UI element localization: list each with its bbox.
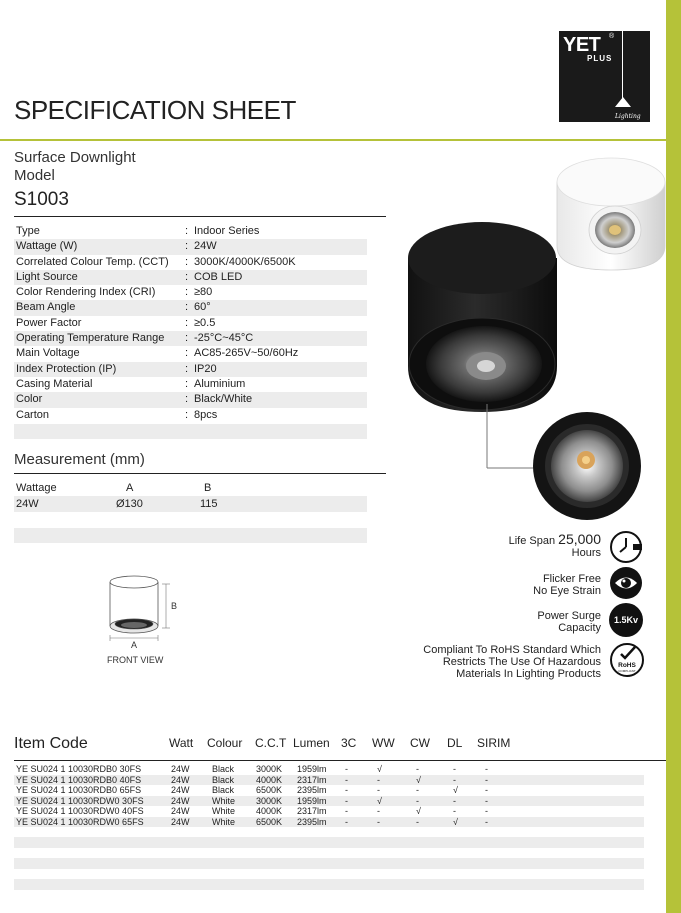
spec-value: 24W: [194, 240, 217, 253]
lifespan-prefix: Life Span: [508, 535, 556, 547]
item-code-cell-cct: 4000K: [256, 774, 283, 785]
item-code-cell-cct: 4000K: [256, 806, 283, 816]
item-code-cell-dl: -: [453, 806, 456, 816]
spec-label: Type: [16, 225, 40, 237]
bottom-view-image: [532, 410, 642, 522]
eye-icon: [609, 566, 643, 600]
item-code-cell-colour: Black: [212, 785, 235, 795]
brand-logo-registered: ®: [609, 33, 615, 40]
measurement-header-row: [14, 480, 367, 496]
spec-row: [14, 270, 367, 285]
item-code-cell-sirim: -: [485, 785, 488, 795]
spec-separator: :: [185, 301, 189, 314]
feature-rohs: [423, 644, 601, 680]
front-view-drawing: [100, 572, 190, 652]
spec-separator: :: [185, 347, 189, 360]
rohs-line-3: Materials In Lighting Products: [456, 668, 601, 680]
spec-row: [14, 377, 367, 392]
black-downlight-image: [406, 214, 559, 414]
lifespan-unit: Hours: [571, 547, 601, 559]
rohs-badge-text: RoHS: [618, 662, 636, 669]
item-code-cell-ww: -: [377, 785, 380, 795]
item-code-cell-watt: 24W: [171, 764, 190, 774]
spec-label: Beam Angle: [16, 301, 76, 314]
spec-separator: :: [185, 377, 189, 390]
spec-label: Power Factor: [16, 316, 82, 329]
item-code-row: [14, 764, 644, 775]
lifespan-value: 25,000: [558, 531, 601, 547]
item-code-cell-sirim: -: [485, 795, 488, 806]
item-code-cell-code: YE SU024 1 10030RDB0 65FS: [16, 785, 142, 795]
spec-value: Aluminium: [194, 377, 246, 390]
white-downlight-image: [553, 154, 666, 272]
rohs-badge-subtext: COMPLIANT: [618, 669, 636, 673]
page-title: SPECIFICATION SHEET: [14, 95, 296, 125]
item-code-cell-code: YE SU024 1 10030RDB0 40FS: [16, 774, 142, 785]
item-code-divider: [14, 760, 666, 761]
item-code-cell-sirim: -: [485, 764, 488, 774]
item-code-header-cw: CW: [410, 736, 430, 750]
measurement-header-wattage: Wattage: [16, 482, 57, 494]
measurement-header-a: A: [126, 482, 134, 494]
spec-row: [14, 224, 367, 239]
item-code-cell-cw: √: [416, 806, 421, 816]
surge-line-1: Power Surge: [537, 610, 601, 622]
spec-value: IP20: [194, 362, 217, 375]
rohs-check-icon: [609, 642, 645, 678]
spec-row: [14, 331, 367, 346]
brand-logo-main: YET: [563, 34, 601, 56]
spec-value: ≥0.5: [194, 316, 216, 329]
spec-value: AC85-265V~50/60Hz: [194, 347, 299, 360]
spec-label: Casing Material: [16, 377, 93, 390]
front-view-dim-a: A: [131, 640, 138, 650]
front-view-label: FRONT VIEW: [107, 655, 164, 665]
item-code-cell-ww: -: [377, 774, 380, 785]
spec-separator: :: [185, 286, 189, 299]
item-code-cell-cct: 6500K: [256, 816, 283, 827]
header-divider: [0, 139, 666, 141]
measurement-cell-wattage: 24W: [16, 498, 39, 510]
spec-table: [14, 224, 367, 423]
spec-value: COB LED: [194, 270, 243, 283]
spec-separator: :: [185, 240, 189, 253]
item-code-cell-cw: -: [416, 795, 419, 806]
item-code-cell-watt: 24W: [171, 806, 190, 816]
spec-row: [14, 300, 367, 315]
item-code-header-colour: Colour: [207, 736, 243, 750]
item-code-cell-watt: 24W: [171, 816, 190, 827]
spec-row: [14, 346, 367, 361]
spec-row: [14, 392, 367, 407]
model-label: Model: [14, 167, 55, 184]
item-code-table: [14, 764, 644, 827]
item-code-cell-3c: -: [345, 806, 348, 816]
measurement-blank-row: [14, 528, 367, 543]
item-code-cell-lumen: 1959lm: [297, 764, 327, 774]
spec-table-blank-row: [14, 424, 367, 439]
item-code-header-watt: Watt: [169, 736, 194, 750]
spec-value: Black/White: [194, 393, 253, 406]
spec-row: [14, 285, 367, 300]
spec-value: Indoor Series: [194, 225, 260, 237]
item-code-cell-dl: -: [453, 774, 456, 785]
spec-separator: :: [185, 316, 189, 329]
item-code-cell-cct: 3000K: [256, 795, 283, 806]
spec-separator: :: [185, 332, 189, 345]
spec-value: ≥80: [194, 286, 213, 299]
spec-separator: :: [185, 362, 189, 375]
feature-lifespan: [509, 533, 601, 559]
spec-row: [14, 239, 367, 254]
measurement-divider: [14, 473, 386, 474]
item-code-cell-lumen: 2317lm: [297, 774, 327, 785]
item-code-cell-colour: Black: [212, 774, 235, 785]
item-code-cell-lumen: 2395lm: [297, 816, 327, 827]
spec-label: Index Protection (IP): [16, 362, 117, 375]
item-code-header-lumen: Lumen: [293, 736, 330, 750]
item-code-cell-code: YE SU024 1 10030RDW0 40FS: [16, 806, 144, 816]
item-code-row: [14, 806, 644, 817]
accent-side-bar: [666, 0, 681, 913]
pendant-cord-icon: [622, 31, 623, 99]
measurement-cell-b: 115: [200, 498, 218, 510]
item-code-row: [14, 796, 644, 807]
item-code-cell-ww: √: [377, 764, 382, 774]
item-code-cell-colour: Black: [212, 764, 235, 774]
item-code-cell-3c: -: [345, 816, 348, 827]
item-code-row: [14, 775, 644, 786]
item-code-cell-lumen: 2317lm: [297, 806, 327, 816]
spec-row: [14, 408, 367, 423]
item-code-cell-cw: -: [416, 785, 419, 795]
item-code-cell-code: YE SU024 1 10030RDW0 30FS: [16, 795, 144, 806]
pendant-lamp-icon: [615, 97, 631, 107]
spec-separator: :: [185, 225, 189, 237]
spec-label: Wattage (W): [16, 240, 78, 253]
spec-row: [14, 362, 367, 377]
item-code-row: [14, 785, 644, 796]
item-code-cell-sirim: -: [485, 774, 488, 785]
item-code-cell-3c: -: [345, 795, 348, 806]
item-code-cell-colour: White: [212, 795, 236, 806]
spec-value: -25°C~45°C: [194, 332, 254, 345]
brand-logo: [559, 31, 650, 122]
measurement-title: Measurement (mm): [14, 451, 145, 468]
item-code-cell-lumen: 1959lm: [297, 795, 327, 806]
item-code-cell-watt: 24W: [171, 795, 190, 806]
flicker-line-2: No Eye Strain: [533, 585, 601, 597]
item-code-cell-ww: -: [377, 806, 380, 816]
spec-label: Light Source: [16, 270, 78, 283]
item-code-cell-cct: 6500K: [256, 785, 283, 795]
item-code-cell-dl: √: [453, 785, 458, 795]
item-code-cell-ww: √: [377, 795, 382, 806]
item-code-cell-cw: -: [416, 764, 419, 774]
spec-label: Operating Temperature Range: [16, 332, 165, 345]
surge-badge-icon: [609, 603, 643, 637]
spec-divider: [14, 216, 386, 217]
item-code-cell-3c: -: [345, 785, 348, 795]
feature-power-surge: [537, 610, 601, 634]
measurement-row: [14, 496, 367, 512]
item-code-cell-colour: White: [212, 806, 236, 816]
brand-logo-tagline: Lighting: [615, 113, 641, 120]
clock-icon: [609, 530, 643, 564]
rohs-line-2: Restricts The Use Of Hazardous: [442, 656, 601, 668]
item-code-cell-ww: -: [377, 816, 380, 827]
rohs-line-1: Compliant To RoHS Standard Which: [423, 644, 601, 656]
item-code-cell-colour: White: [212, 816, 236, 827]
item-code-cell-code: YE SU024 1 10030RDB0 30FS: [16, 764, 142, 774]
brand-logo-sub: PLUS: [587, 54, 613, 63]
item-code-blank-row: [14, 837, 644, 848]
item-code-cell-3c: -: [345, 774, 348, 785]
item-code-header-ww: WW: [372, 736, 395, 750]
spec-value: 8pcs: [194, 408, 218, 421]
spec-separator: :: [185, 408, 189, 421]
spec-value: 60°: [194, 301, 211, 314]
spec-label: Color Rendering Index (CRI): [16, 286, 156, 299]
spec-label: Main Voltage: [16, 347, 80, 360]
item-code-cell-dl: √: [453, 816, 458, 827]
spec-label: Correlated Colour Temp. (CCT): [16, 255, 169, 268]
item-code-cell-watt: 24W: [171, 785, 190, 795]
spec-row: [14, 255, 367, 270]
item-code-header-sirim: SIRIM: [477, 736, 511, 750]
item-code-cell-cw: √: [416, 774, 421, 785]
item-code-cell-sirim: -: [485, 816, 488, 827]
item-code-header-dl: DL: [447, 736, 463, 750]
item-code-cell-code: YE SU024 1 10030RDW0 65FS: [16, 816, 144, 827]
item-code-header-cct: C.C.T: [255, 736, 287, 750]
flicker-line-1: Flicker Free: [542, 573, 601, 585]
item-code-cell-3c: -: [345, 764, 348, 774]
measurement-cell-a: Ø130: [116, 498, 143, 510]
item-code-cell-watt: 24W: [171, 774, 190, 785]
spec-value: 3000K/4000K/6500K: [194, 255, 296, 268]
item-code-cell-sirim: -: [485, 806, 488, 816]
item-code-row: [14, 817, 644, 828]
item-code-cell-dl: -: [453, 795, 456, 806]
surge-badge-text: 1.5Kv: [613, 615, 639, 625]
item-code-cell-cct: 3000K: [256, 764, 283, 774]
spec-separator: :: [185, 270, 189, 283]
feature-flicker-free: [533, 573, 601, 597]
item-code-cell-dl: -: [453, 764, 456, 774]
model-code: S1003: [14, 189, 69, 210]
measurement-header-b: B: [204, 482, 212, 494]
item-code-cell-lumen: 2395lm: [297, 785, 327, 795]
item-code-header-3c: 3C: [341, 736, 357, 750]
item-code-blank-row: [14, 858, 644, 869]
front-view-dim-b: B: [171, 601, 178, 611]
spec-label: Carton: [16, 408, 50, 421]
surge-line-2: Capacity: [558, 622, 601, 634]
product-category: Surface Downlight: [14, 149, 136, 166]
item-code-title: Item Code: [14, 735, 88, 752]
spec-separator: :: [185, 255, 189, 268]
spec-label: Color: [16, 393, 43, 406]
spec-row: [14, 316, 367, 331]
item-code-cell-cw: -: [416, 816, 419, 827]
item-code-blank-row: [14, 879, 644, 890]
spec-separator: :: [185, 393, 189, 406]
